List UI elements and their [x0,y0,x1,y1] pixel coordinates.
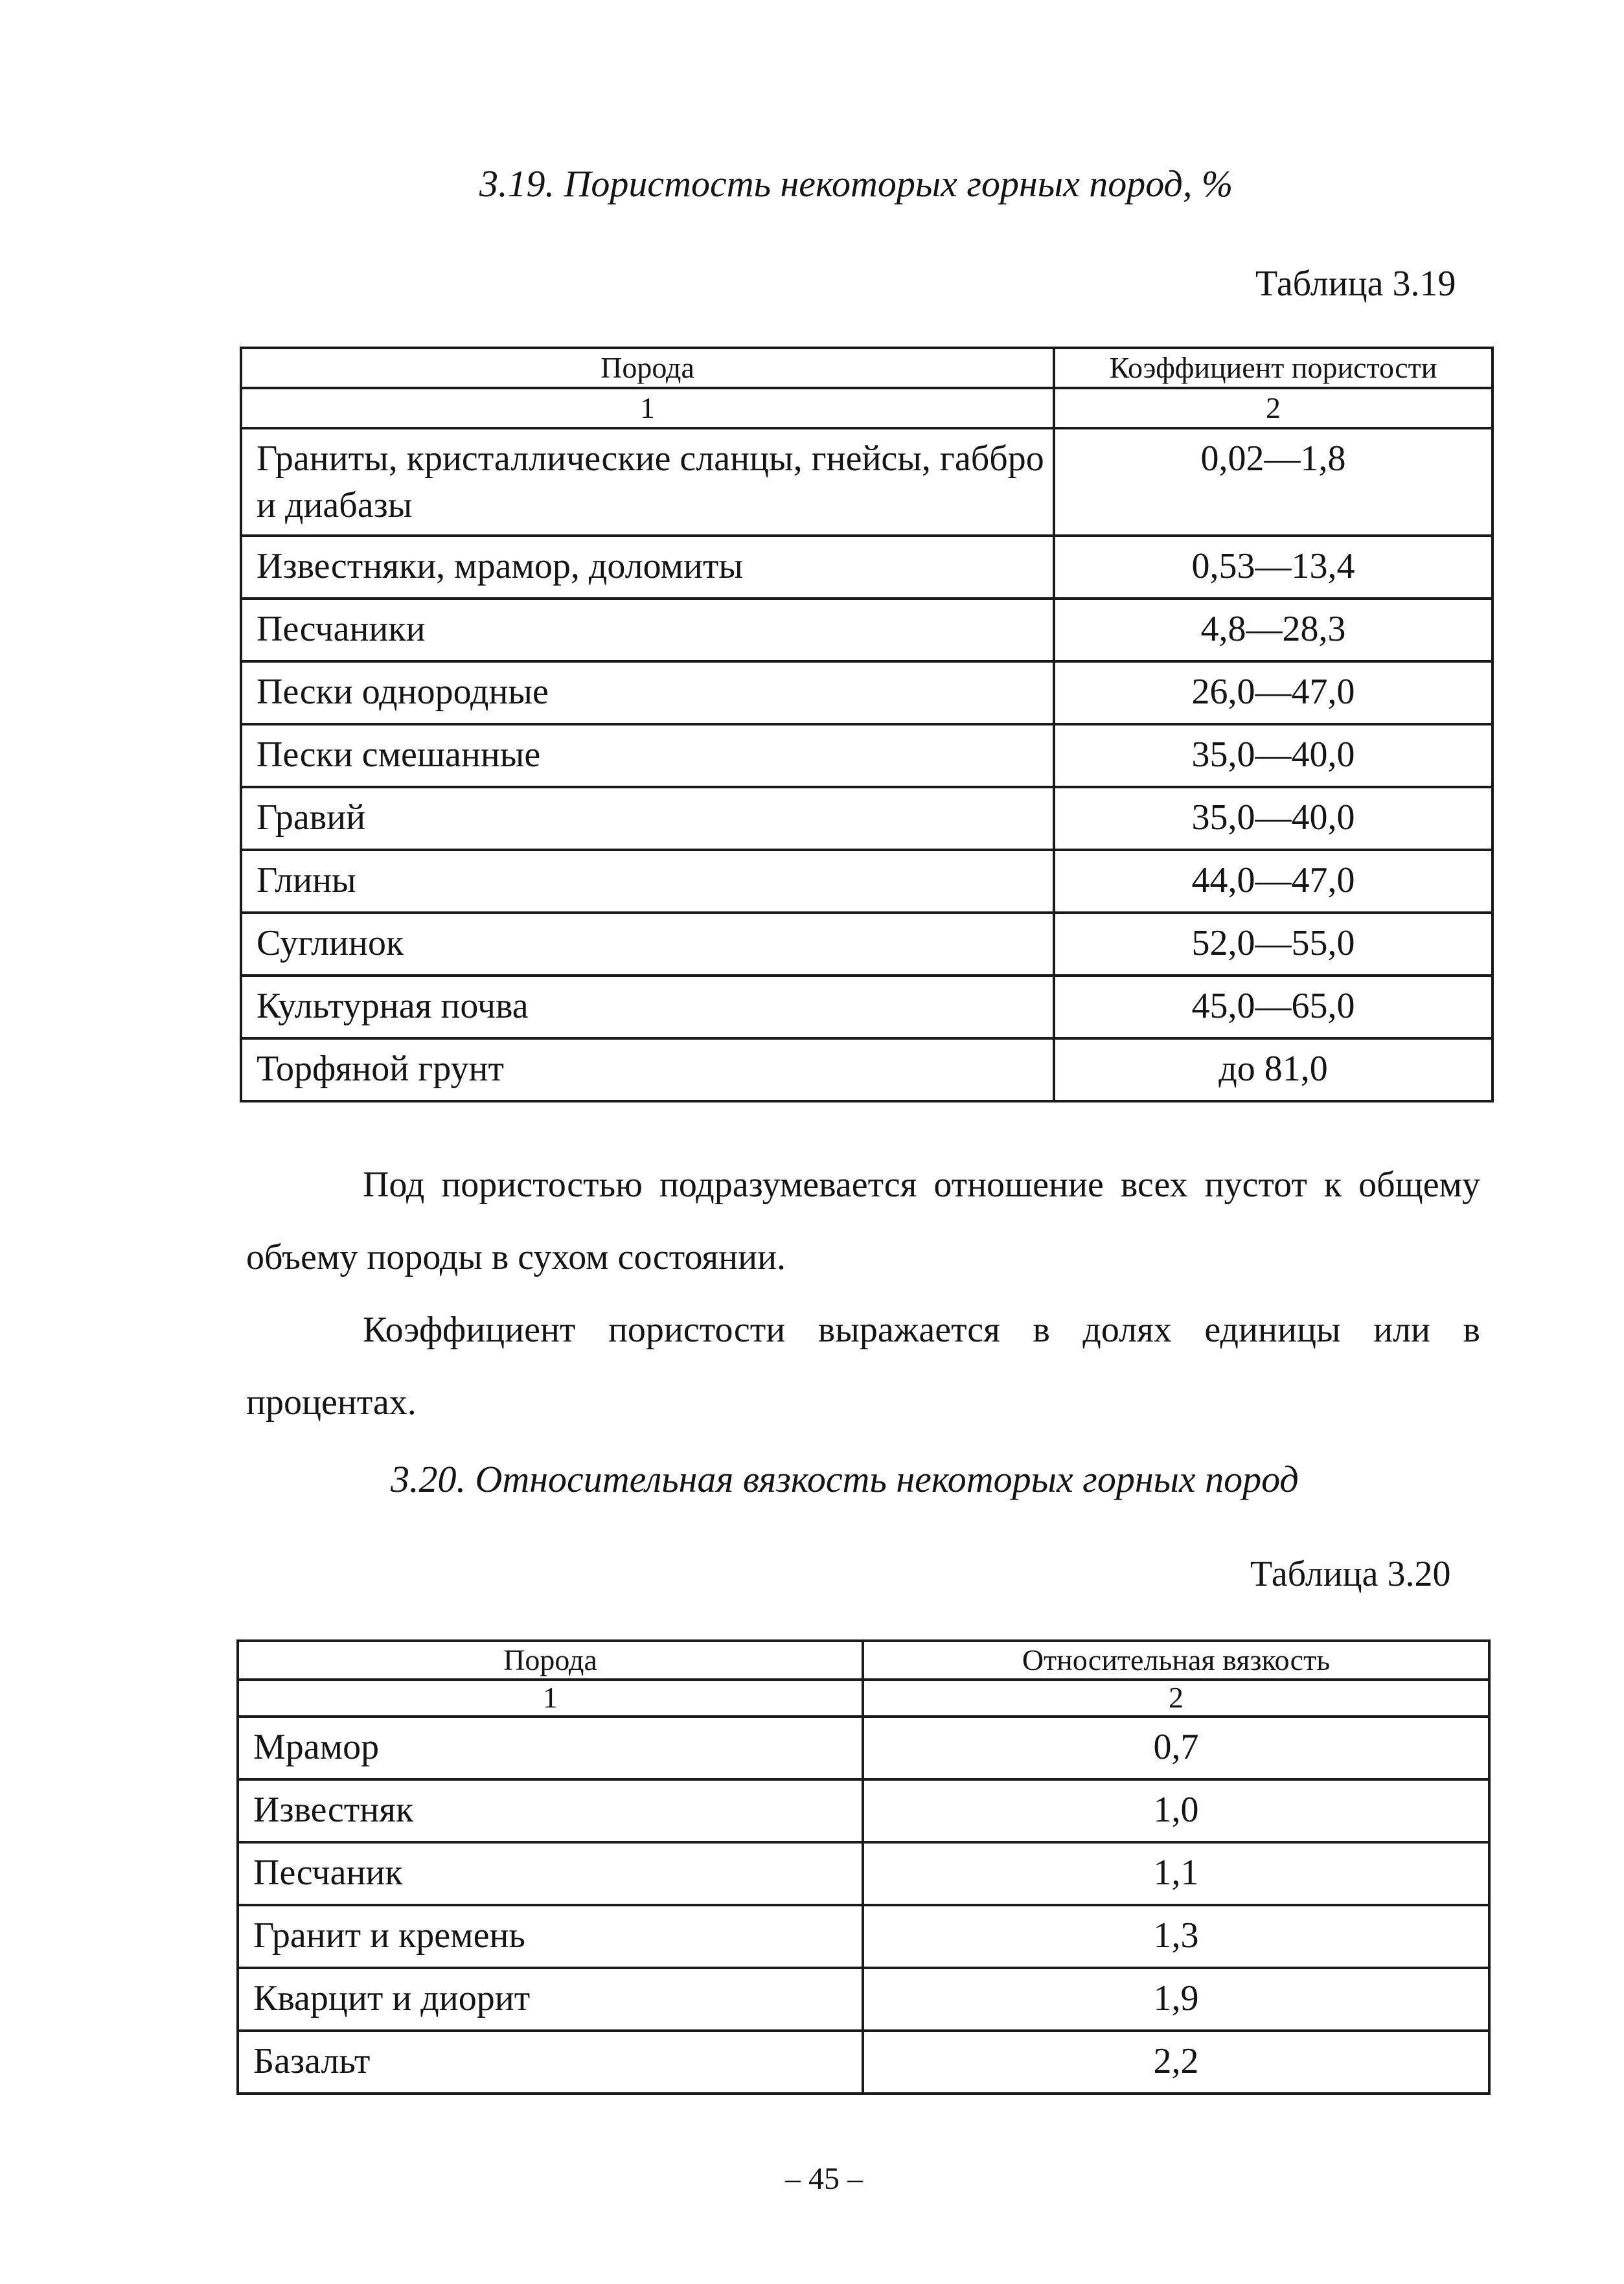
viscosity-table [236,1639,1491,2095]
header-rock: Порода [238,1641,863,1680]
porosity-value: 4,8—28,3 [1054,599,1492,661]
table-caption-3-19: Таблица 3.19 [1255,264,1456,304]
column-number-1: 1 [238,1680,863,1717]
rock-name: Базальт [238,2031,863,2094]
rock-name: Граниты, кристаллические сланцы, гнейсы, габбро и диабазы [241,428,1054,536]
porosity-value: 0,53—13,4 [1054,536,1492,599]
table-header-row [238,1641,1489,1680]
table-caption-3-20: Таблица 3.20 [1250,1554,1451,1594]
rock-name: Культурная почва [241,976,1054,1038]
rock-name: Пески смешанные [241,724,1054,787]
rock-name: Торфяной грунт [241,1038,1054,1101]
viscosity-value: 1,1 [863,1842,1489,1905]
porosity-value: 0,02—1,8 [1054,428,1492,536]
table-row [241,724,1492,787]
table-row [241,850,1492,913]
table-row [241,599,1492,661]
rock-name: Кварцит и диорит [238,1968,863,2031]
table-row [238,1842,1489,1905]
porosity-value: 26,0—47,0 [1054,661,1492,724]
column-number-row [241,388,1492,428]
rock-name: Глины [241,850,1054,913]
header-relative-viscosity: Относительная вязкость [863,1641,1489,1680]
table-row [241,428,1492,536]
table-header-row [241,348,1492,388]
paragraph-coefficient-units: Коэффициент пористости выражается в долях единицы или в процентах. [246,1310,1480,1422]
viscosity-value: 1,9 [863,1968,1489,2031]
section-title-3-20: 3.20. Относительная вязкость некоторых горных пород [391,1458,1299,1500]
column-number-2: 2 [863,1680,1489,1717]
viscosity-value: 2,2 [863,2031,1489,2094]
porosity-value: до 81,0 [1054,1038,1492,1101]
rock-name: Гравий [241,787,1054,850]
header-rock: Порода [241,348,1054,388]
table-row [241,661,1492,724]
table-row [241,536,1492,599]
table-row [238,1905,1489,1968]
body-text [246,1148,1480,1439]
rock-name: Гранит и кремень [238,1905,863,1968]
table-row [241,787,1492,850]
rock-name: Пески однородные [241,661,1054,724]
table-row [238,1779,1489,1842]
paragraph-porosity-definition: Под пористостью подразумевается отношение всех пустот к общему объему породы в сухом состоянии. [246,1165,1480,1277]
column-number-1: 1 [241,388,1054,428]
rock-name: Песчаник [238,1842,863,1905]
rock-name: Мрамор [238,1717,863,1779]
rock-name: Суглинок [241,913,1054,976]
column-number-2: 2 [1054,388,1492,428]
table-row [241,976,1492,1038]
table-row [238,1968,1489,2031]
viscosity-value: 1,0 [863,1779,1489,1842]
viscosity-value: 1,3 [863,1905,1489,1968]
porosity-value: 35,0—40,0 [1054,787,1492,850]
porosity-value: 44,0—47,0 [1054,850,1492,913]
table-row [238,1717,1489,1779]
rock-name: Песчаники [241,599,1054,661]
column-number-row [238,1680,1489,1717]
rock-name: Известняк [238,1779,863,1842]
porosity-table [240,347,1494,1102]
table-row [241,913,1492,976]
section-title-3-19: 3.19. Пористость некоторых горных пород, % [479,163,1233,205]
table-row [241,1038,1492,1101]
header-porosity-coefficient: Коэффициент пористости [1054,348,1492,388]
viscosity-value: 0,7 [863,1717,1489,1779]
table-row [238,2031,1489,2094]
page-number: – 45 – [785,2162,863,2196]
porosity-value: 35,0—40,0 [1054,724,1492,787]
rock-name: Известняки, мрамор, доломиты [241,536,1054,599]
porosity-value: 45,0—65,0 [1054,976,1492,1038]
porosity-value: 52,0—55,0 [1054,913,1492,976]
